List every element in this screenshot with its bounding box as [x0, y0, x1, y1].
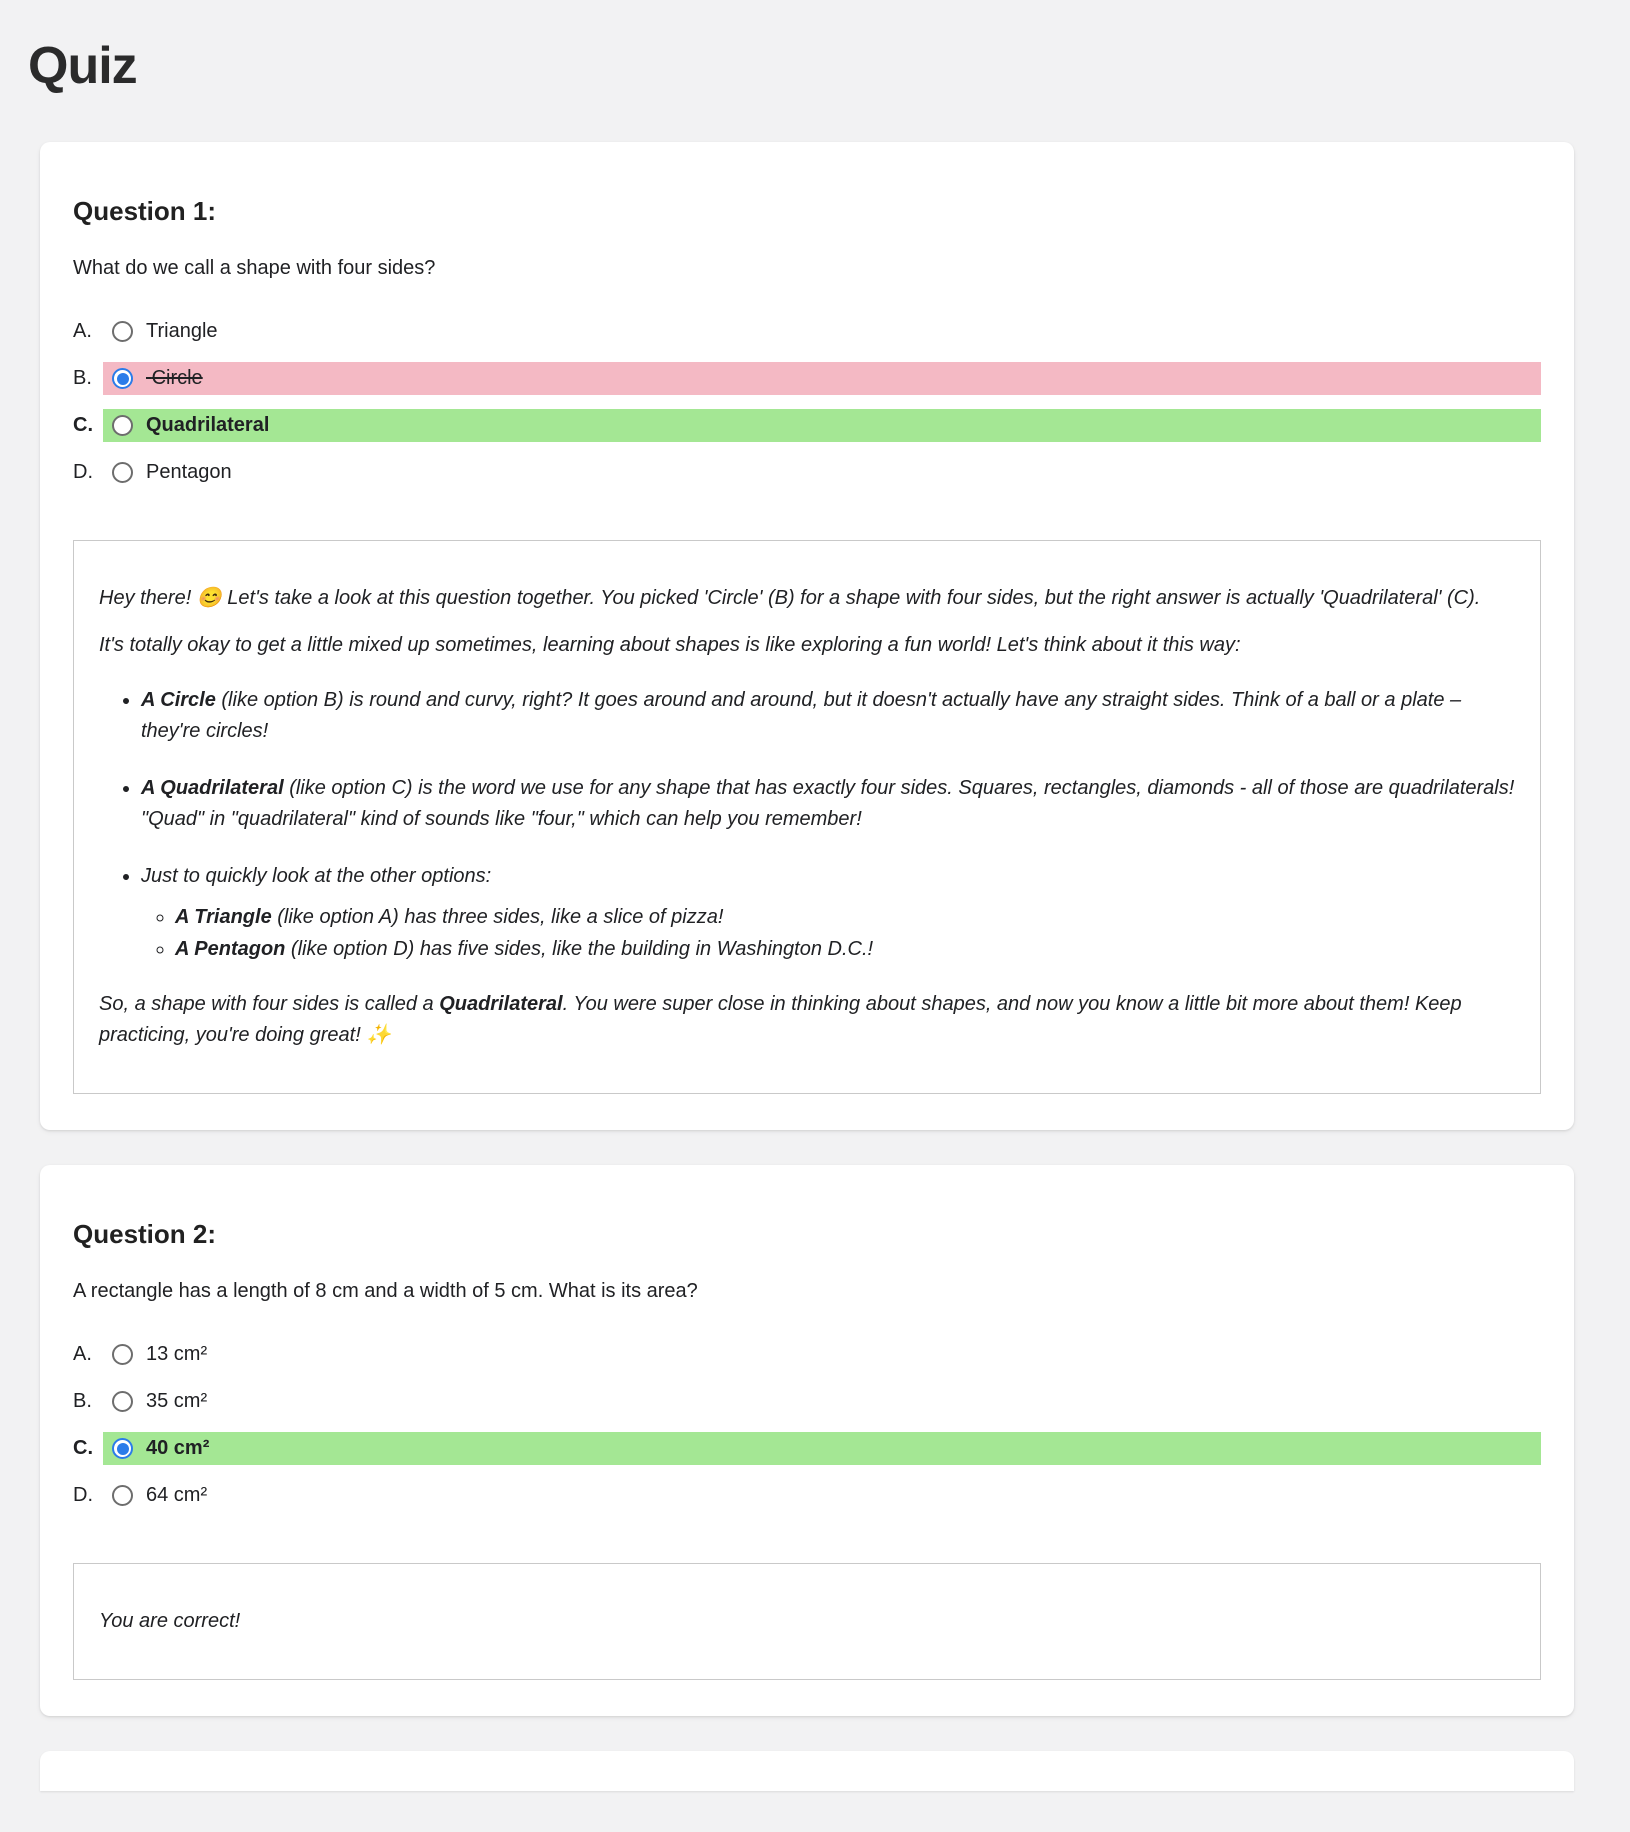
option-letter: B.	[73, 367, 92, 389]
feedback-item	[141, 773, 1515, 835]
text-run: Just to quickly look at the other options:	[141, 865, 492, 887]
text-run: . You were super close in thinking about shapes, and now you know a little bit more about them! Keep practicing, you're doing great! ✨	[99, 993, 1462, 1046]
question-heading: Question 1:	[73, 196, 217, 226]
question-heading: Question 2:	[73, 1219, 217, 1249]
option-row	[73, 1472, 1541, 1519]
options-list	[73, 1331, 1541, 1519]
option-letter: A.	[73, 320, 92, 342]
text-run: It's totally okay to get a little mixed up sometimes, learning about shapes is like exploring a fun world! Let's think about it this way:	[99, 634, 1241, 656]
text-run: A Circle	[141, 689, 216, 711]
feedback-box	[73, 540, 1541, 1094]
option-row	[73, 449, 1541, 496]
feedback-box	[73, 1563, 1541, 1680]
text-run: A Triangle	[175, 906, 272, 928]
text-run: A Quadrilateral	[141, 777, 284, 799]
radio-button[interactable]	[112, 1344, 133, 1365]
feedback-paragraph	[99, 1606, 1515, 1637]
option-row	[73, 1378, 1541, 1425]
feedback-list	[99, 685, 1515, 965]
option-label: 64 cm²	[146, 1484, 208, 1506]
text-run: (like option A) has three sides, like a slice of pizza!	[271, 906, 724, 928]
option-choice[interactable]	[103, 456, 1541, 489]
text-run: You are correct!	[99, 1610, 241, 1632]
feedback-item	[141, 685, 1515, 747]
option-label: 13 cm²	[146, 1343, 208, 1365]
option-label: 35 cm²	[146, 1390, 208, 1412]
text-run: (like option C) is the word we use for any shape that has exactly four sides. Squares, rectangles, diamonds - all of those are quadrilaterals! "Quad" in "quadrilateral" kind of sounds like "four," which can help you remember!	[141, 777, 1515, 830]
option-row	[73, 402, 1541, 449]
question-cards-container	[40, 142, 1574, 1716]
option-letter: C.	[73, 1437, 93, 1459]
text-run: (like option B) is round and curvy, right? It goes around and around, but it doesn't actually have any straight sides. Think of a ball or a plate – they're circles!	[141, 689, 1462, 742]
option-letter: D.	[73, 1484, 93, 1506]
option-row	[73, 308, 1541, 355]
option-label: Circle	[151, 367, 203, 389]
text-run: A Pentagon	[175, 938, 286, 960]
radio-button[interactable]	[112, 321, 133, 342]
feedback-sublist	[141, 902, 1515, 965]
option-letter: D.	[73, 461, 93, 483]
option-choice[interactable]	[103, 1432, 1541, 1465]
radio-button[interactable]	[112, 462, 133, 483]
option-label: 40 cm²	[146, 1437, 210, 1459]
text-run: (like option D) has five sides, like the building in Washington D.C.!	[285, 938, 874, 960]
text-run: So, a shape with four sides is called a	[99, 993, 440, 1015]
feedback-paragraph	[99, 583, 1515, 614]
radio-button[interactable]	[112, 415, 133, 436]
text-run: Quadrilateral	[439, 993, 563, 1015]
option-row	[73, 1331, 1541, 1378]
feedback-subitem	[175, 934, 1515, 965]
option-row	[73, 1425, 1541, 1472]
feedback-subitem	[175, 902, 1515, 933]
question-card	[40, 1165, 1574, 1716]
option-label: Triangle	[146, 320, 218, 342]
option-label: Quadrilateral	[146, 414, 270, 436]
radio-button[interactable]	[112, 1485, 133, 1506]
option-choice[interactable]	[103, 409, 1541, 442]
page-title: Quiz	[28, 37, 137, 95]
question-card-partial	[40, 1751, 1574, 1791]
option-choice[interactable]	[103, 1338, 1541, 1371]
option-letter: A.	[73, 1343, 92, 1365]
radio-button[interactable]	[112, 1391, 133, 1412]
feedback-item	[141, 861, 1515, 965]
feedback-paragraph	[99, 630, 1515, 661]
radio-button[interactable]	[112, 1438, 133, 1459]
question-prompt: What do we call a shape with four sides?	[73, 257, 436, 279]
feedback-paragraph	[99, 989, 1515, 1051]
option-choice[interactable]	[103, 1479, 1541, 1512]
option-choice[interactable]	[103, 362, 1541, 395]
option-row	[73, 355, 1541, 402]
option-choice[interactable]	[103, 315, 1541, 348]
option-label: Pentagon	[146, 461, 232, 483]
question-prompt: A rectangle has a length of 8 cm and a width of 5 cm. What is its area?	[73, 1280, 698, 1302]
options-list	[73, 308, 1541, 496]
question-card	[40, 142, 1574, 1130]
option-letter: B.	[73, 1390, 92, 1412]
radio-button[interactable]	[112, 368, 133, 389]
text-run: Hey there! 😊 Let's take a look at this question together. You picked 'Circle' (B) for a shape with four sides, but the right answer is actually 'Quadrilateral' (C).	[99, 587, 1481, 609]
option-choice[interactable]	[103, 1385, 1541, 1418]
option-letter: C.	[73, 414, 93, 436]
